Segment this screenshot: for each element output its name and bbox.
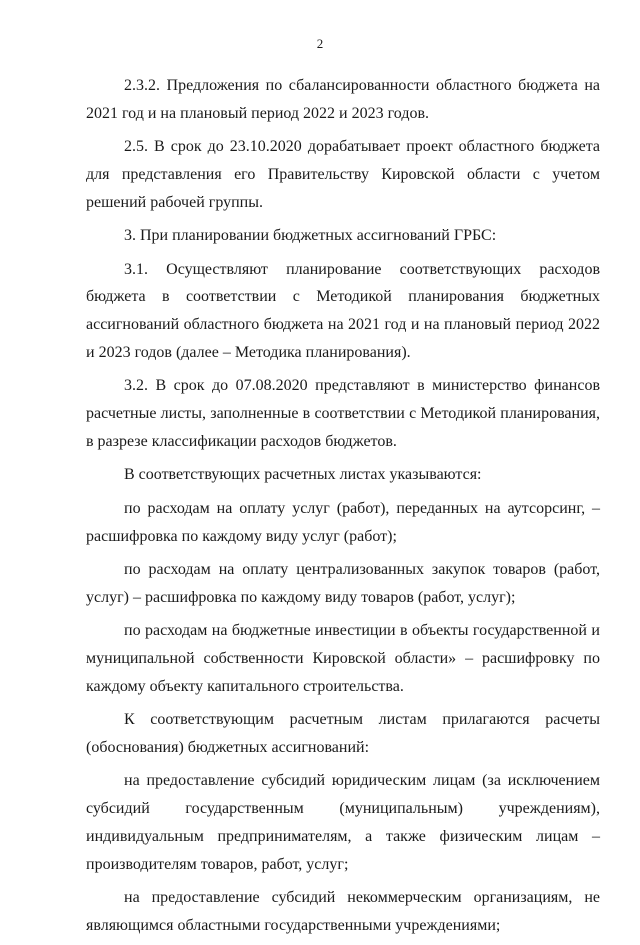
paragraph-calc-sheets: В соответствующих расчетных листах указываются:	[124, 466, 482, 484]
paragraph-subsidies-legal-entities: на предоставление субсидий юридическим лицам (за исключением субсидий государственным (муниципальным) учреждениям), индивидуальным предпринимателям, а также физическим лицам – производителям товаров, работ, услуг;	[86, 772, 600, 873]
page-number: 2	[316, 36, 324, 51]
paragraph-attachments: К соответствующим расчетным листам прилагаются расчеты (обоснования) бюджетных ассигнований:	[86, 711, 600, 756]
paragraph-outsourcing: по расходам на оплату услуг (работ), переданных на аутсорсинг, – расшифровка по каждому виду услуг (работ);	[86, 499, 600, 545]
paragraph-3-2: 3.2. В срок до 07.08.2020 представляют в министерство финансов расчетные листы, заполненные в соответствии с Методикой планирования, в разрезе классификации расходов бюджетов.	[86, 377, 600, 450]
paragraph-budget-investments: по расходам на бюджетные инвестиции в объекты государственной и муниципальной собственности Кировской области» – расшифровку по каждому объекту капитального строительства.	[86, 622, 600, 695]
paragraph-3: 3. При планировании бюджетных ассигнований ГРБС:	[124, 227, 497, 245]
document-body	[86, 72, 600, 945]
paragraph-2-3-2: 2.3.2. Предложения по сбалансированности областного бюджета на 2021 год и на плановый период 2022 и 2023 годов.	[86, 77, 600, 122]
paragraph-2-5: 2.5. В срок до 23.10.2020 дорабатывает проект областного бюджета для представления его Правительству Кировской области с учетом решений рабочей группы.	[86, 138, 600, 211]
paragraph-subsidies-nonprofit: на предоставление субсидий некоммерческим организациям, не являющимся областными государственными учреждениями;	[86, 889, 600, 934]
paragraph-centralized-purchases: по расходам на оплату централизованных закупок товаров (работ, услуг) – расшифровка по каждому виду товаров (работ, услуг);	[86, 560, 600, 606]
paragraph-3-1: 3.1. Осуществляют планирование соответствующих расходов бюджета в соответствии с Методикой планирования бюджетных ассигнований областного бюджета на 2021 год и на плановый период 2022 и 2023 годов (далее – Методика планирования).	[86, 260, 600, 361]
